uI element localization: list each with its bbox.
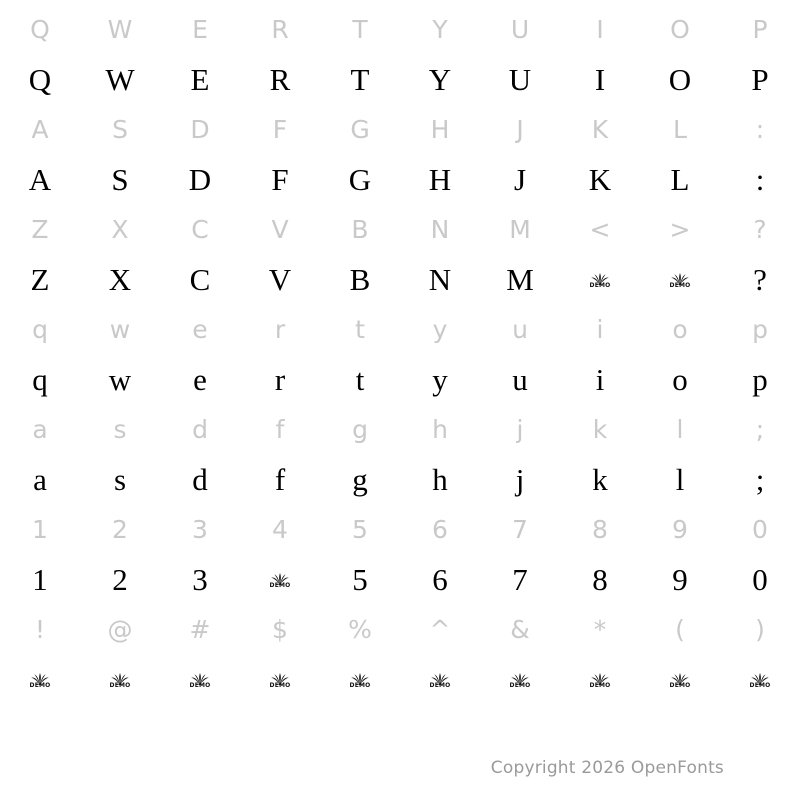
glyph-cell: s [113,461,127,497]
glyph-cell: r [274,361,286,397]
glyph-cell: q [32,314,48,344]
glyph-cell: Q [28,61,52,97]
glyph-cell: B [351,214,369,244]
glyph-cell: k [592,414,608,444]
glyph-cell: $ [272,614,288,644]
glyph-cell: F [271,161,289,197]
glyph-cell: l [676,414,684,444]
glyph-cell: H [430,114,450,144]
glyph-cell: k [592,461,608,497]
demo-watermark-glyph: DEMO [267,569,293,595]
glyph-cell: J [513,161,527,197]
glyph-cell: S [111,161,129,197]
glyph-cell: g [352,461,368,497]
glyph-cell: w [109,314,131,344]
glyph-cell [240,563,320,595]
glyph-cell: e [193,361,207,397]
glyph-cell: Y [428,61,452,97]
glyph-cell: s [113,414,127,444]
glyph-cell: M [506,261,534,297]
glyph-cell: h [432,461,448,497]
demo-watermark-glyph: DEMO [587,669,613,695]
glyph-cell: a [32,414,48,444]
glyph-cell: ; [755,461,765,497]
glyph-cell: j [515,461,525,497]
glyph-cell: p [752,361,768,397]
glyph-row-reference [0,504,800,554]
glyph-cell: I [596,14,604,44]
demo-watermark-glyph: DEMO [107,669,133,695]
glyph-cell: K [588,161,612,197]
glyph-cell: t [355,361,365,397]
glyph-cell: 7 [512,514,528,544]
glyph-cell: E [192,14,208,44]
glyph-cell: U [508,61,532,97]
glyph-cell: f [274,461,286,497]
glyph-cell: 8 [592,561,608,597]
glyph-row-specimen [0,354,800,404]
glyph-cell: Q [30,14,50,44]
glyph-cell: D [190,114,210,144]
glyph-row-specimen [0,254,800,304]
glyph-cell: Z [31,214,49,244]
glyph-cell: M [509,214,531,244]
glyph-cell: y [432,314,448,344]
demo-watermark-glyph: DEMO [507,669,533,695]
glyph-cell: ( [675,614,685,644]
glyph-cell: C [189,261,211,297]
glyph-cell: X [111,214,129,244]
glyph-cell: o [672,361,688,397]
glyph-cell: w [108,361,132,397]
glyph-cell: % [348,614,372,644]
glyph-cell: & [510,614,530,644]
glyph-cell [640,663,720,695]
glyph-cell: 5 [352,514,368,544]
glyph-cell: r [274,314,286,344]
glyph-cell: @ [107,614,133,644]
demo-watermark-glyph: DEMO [27,669,53,695]
glyph-cell: S [112,114,128,144]
glyph-cell: p [752,314,768,344]
glyph-cell: V [268,261,292,297]
glyph-cell: C [191,214,209,244]
glyph-cell: 9 [672,514,688,544]
glyph-cell [400,663,480,695]
glyph-cell: a [33,461,47,497]
glyph-cell: < [589,214,611,244]
glyph-cell: : [755,114,765,144]
glyph-cell: 6 [432,514,448,544]
glyph-cell: K [591,114,609,144]
glyph-cell: 4 [272,514,288,544]
glyph-row-reference [0,604,800,654]
glyph-row-specimen [0,554,800,604]
glyph-row-specimen [0,154,800,204]
glyph-cell: O [668,61,692,97]
glyph-cell: I [594,61,606,97]
glyph-cell: O [670,14,690,44]
glyph-cell: D [188,161,212,197]
glyph-cell: > [669,214,691,244]
glyph-row-reference [0,104,800,154]
demo-watermark-glyph: DEMO [667,269,693,295]
glyph-row-reference [0,204,800,254]
glyph-cell [0,663,80,695]
glyph-cell: h [432,414,448,444]
glyph-cell [720,663,800,695]
glyph-cell: d [192,461,208,497]
glyph-cell: 9 [672,561,688,597]
glyph-row-specimen [0,454,800,504]
glyph-cell: J [516,114,524,144]
glyph-cell: l [675,461,685,497]
glyph-cell: d [192,414,208,444]
glyph-cell [320,663,400,695]
glyph-cell: W [107,14,133,44]
glyph-cell [640,263,720,295]
glyph-row-specimen [0,654,800,704]
glyph-cell: f [275,414,285,444]
glyph-cell: u [512,361,528,397]
glyph-cell: A [28,161,52,197]
glyph-cell: Y [432,14,448,44]
glyph-cell: 7 [512,561,528,597]
glyph-cell: 8 [592,514,608,544]
glyph-cell: j [516,414,524,444]
glyph-cell: P [752,14,768,44]
glyph-cell: H [428,161,452,197]
glyph-cell: ) [755,614,765,644]
glyph-cell: i [596,314,604,344]
glyph-cell: ? [753,261,767,297]
glyph-cell: 3 [192,514,208,544]
glyph-cell: 2 [112,514,128,544]
demo-watermark-glyph: DEMO [267,669,293,695]
glyph-cell: G [348,161,372,197]
glyph-cell: L [673,114,687,144]
glyph-cell: N [428,261,452,297]
glyph-cell: U [510,14,530,44]
glyph-cell: : [755,161,765,197]
glyph-cell: ! [34,614,46,644]
glyph-cell [560,663,640,695]
glyph-row-reference [0,404,800,454]
demo-watermark-glyph: DEMO [587,269,613,295]
glyph-cell: P [751,61,769,97]
glyph-cell: V [271,214,289,244]
glyph-cell: X [108,261,132,297]
glyph-cell: T [350,61,370,97]
demo-watermark-glyph: DEMO [747,669,773,695]
glyph-cell: ? [753,214,767,244]
glyph-cell: * [593,614,607,644]
glyph-cell: i [595,361,605,397]
glyph-row-reference [0,4,800,54]
glyph-cell: Z [30,261,50,297]
copyright-footer: Copyright 2026 OpenFonts [490,758,724,778]
glyph-cell: ^ [429,614,451,644]
glyph-cell [560,263,640,295]
glyph-row-specimen [0,54,800,104]
glyph-cell [480,663,560,695]
glyph-cell: B [349,261,371,297]
glyph-cell: L [670,161,690,197]
glyph-cell: 1 [32,514,48,544]
glyph-cell: T [352,14,368,44]
glyph-cell: # [189,614,211,644]
glyph-cell: N [430,214,450,244]
glyph-cell: R [269,61,291,97]
glyph-cell: 1 [32,561,48,597]
glyph-cell: o [672,314,688,344]
glyph-cell: 2 [112,561,128,597]
glyph-cell: t [355,314,365,344]
glyph-cell: A [31,114,49,144]
glyph-cell: 6 [432,561,448,597]
glyph-cell: 0 [752,514,768,544]
glyph-cell: W [105,61,135,97]
glyph-cell: 5 [352,561,368,597]
glyph-cell [160,663,240,695]
glyph-cell: y [432,361,448,397]
glyph-cell: G [350,114,370,144]
demo-watermark-glyph: DEMO [427,669,453,695]
demo-watermark-glyph: DEMO [187,669,213,695]
demo-watermark-glyph: DEMO [667,669,693,695]
glyph-cell: R [271,14,289,44]
glyph-cell: q [32,361,48,397]
glyph-cell: F [272,114,288,144]
glyph-cell [240,663,320,695]
glyph-cell: u [512,314,528,344]
glyph-cell [80,663,160,695]
demo-watermark-glyph: DEMO [347,669,373,695]
glyph-cell: ; [755,414,765,444]
glyph-cell: e [192,314,208,344]
glyph-cell: 3 [192,561,208,597]
glyph-cell: g [352,414,368,444]
glyph-cell: 0 [752,561,768,597]
glyph-cell: E [190,61,210,97]
glyph-row-reference [0,304,800,354]
